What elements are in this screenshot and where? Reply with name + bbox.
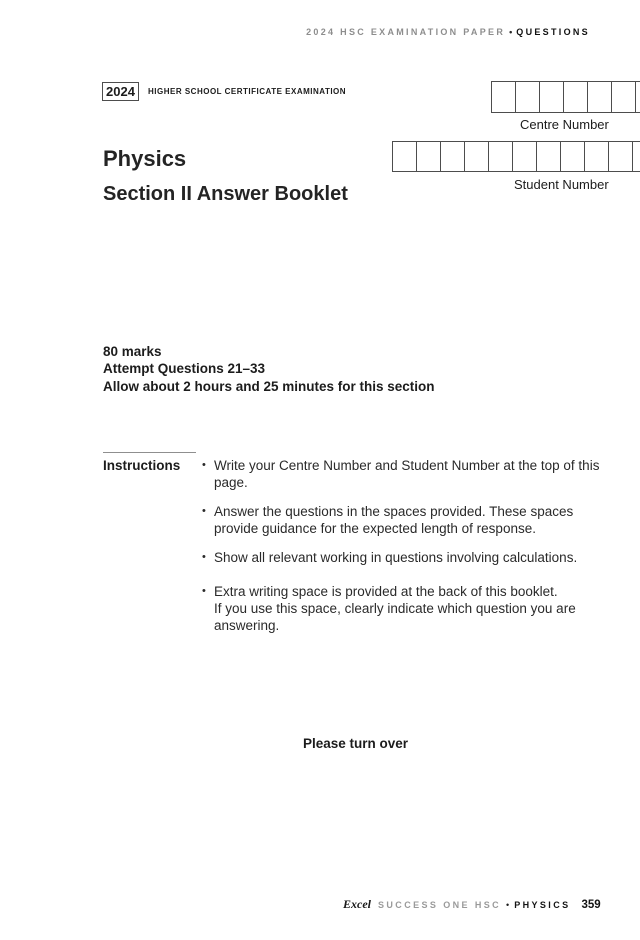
section-info-block [103, 343, 435, 395]
instruction-item [202, 549, 599, 566]
instruction-line: Show all relevant working in questions involving calculations. [214, 550, 578, 565]
total-marks-line: 80 marks [103, 344, 162, 359]
centre-number-label: Centre Number [520, 117, 609, 132]
certificate-examination-label: HIGHER SCHOOL CERTIFICATE EXAMINATION [148, 87, 347, 96]
centre-number-boxes [491, 81, 640, 113]
student-number-box-cell [512, 141, 537, 172]
exam-year-badge [102, 82, 139, 101]
instruction-line: provide guidance for the expected length of response. [214, 521, 536, 536]
instructions-divider-rule [103, 452, 196, 453]
instruction-item [202, 583, 599, 634]
running-header [306, 27, 590, 37]
instructions-bullet-list [202, 457, 599, 634]
footer-series-label: SUCCESS ONE HSC [378, 900, 502, 910]
instruction-text [214, 503, 573, 537]
instruction-line: page. [214, 475, 248, 490]
student-number-boxes [392, 141, 640, 172]
instruction-line: If you use this space, clearly indicate which question you are [214, 601, 576, 616]
please-turn-over-label: Please turn over [303, 736, 409, 751]
header-separator-dot: • [509, 27, 513, 37]
instruction-item [202, 503, 599, 537]
instruction-text [214, 549, 577, 566]
instruction-line: Write your Centre Number and Student Number at the top of this [214, 458, 600, 473]
instruction-text [214, 583, 576, 634]
student-number-label: Student Number [514, 177, 609, 192]
instruction-line: Extra writing space is provided at the back of this booklet. [214, 584, 558, 599]
booklet-subtitle: Section II Answer Booklet [103, 183, 348, 205]
instruction-text [214, 457, 599, 491]
student-number-box-cell [608, 141, 633, 172]
allowed-time-line: Allow about 2 hours and 25 minutes for this section [103, 378, 435, 394]
bullet-dot-icon: • [202, 459, 206, 471]
student-number-box-cell [416, 141, 441, 172]
exam-year-text: 2024 [106, 84, 135, 99]
centre-number-box-cell [611, 81, 636, 113]
bullet-dot-icon: • [202, 585, 206, 597]
centre-number-box-cell [563, 81, 588, 113]
footer-separator-dot: • [506, 900, 510, 910]
student-number-box-cell [584, 141, 609, 172]
attempt-questions-line: Attempt Questions 21–33 [103, 361, 266, 377]
header-section-label: QUESTIONS [516, 27, 590, 37]
instruction-item [202, 457, 599, 491]
student-number-box-cell [392, 141, 417, 172]
bullet-dot-icon: • [202, 551, 206, 563]
subject-title: Physics [103, 146, 187, 171]
instructions-heading: Instructions [103, 458, 181, 473]
centre-number-box-cell [491, 81, 516, 113]
footer-page-number: 359 [581, 899, 601, 911]
instruction-line: Answer the questions in the spaces provided. These spaces [214, 504, 574, 519]
centre-number-box-cell [635, 81, 640, 113]
centre-number-box-cell [539, 81, 564, 113]
centre-number-box-cell [515, 81, 540, 113]
footer-subject-label: PHYSICS [514, 900, 571, 910]
header-edition-label: 2024 HSC EXAMINATION PAPER [306, 27, 506, 37]
page-footer [343, 897, 601, 912]
centre-number-box-cell [587, 81, 612, 113]
student-number-box-cell [488, 141, 513, 172]
footer-brand-logo: Excel [343, 897, 371, 911]
student-number-box-cell [464, 141, 489, 172]
student-number-box-cell [632, 141, 640, 172]
student-number-box-cell [536, 141, 561, 172]
instruction-line: answering. [214, 618, 280, 633]
student-number-box-cell [440, 141, 465, 172]
student-number-box-cell [560, 141, 585, 172]
bullet-dot-icon: • [202, 505, 206, 517]
